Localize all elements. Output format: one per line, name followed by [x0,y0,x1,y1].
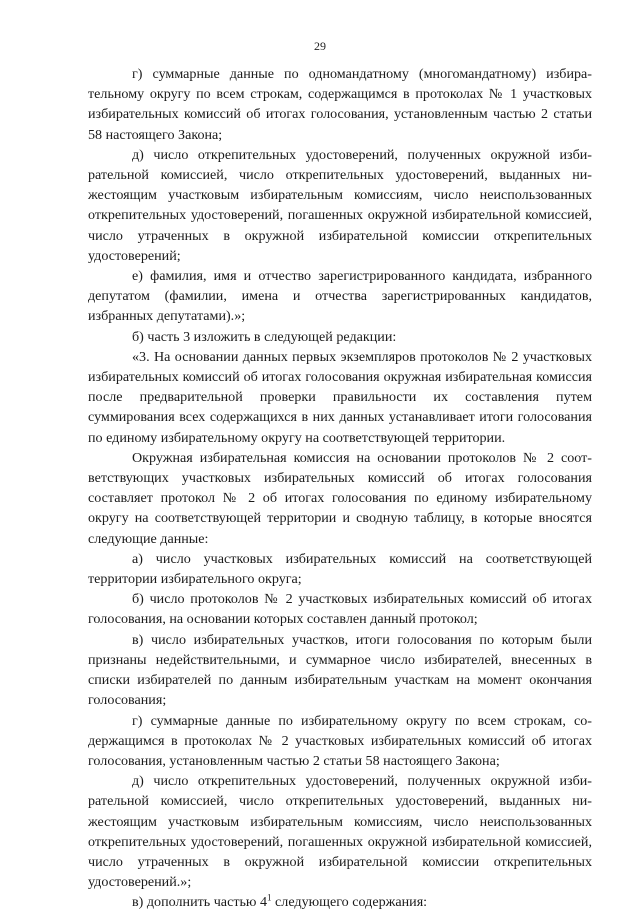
page-number: 29 [314,39,326,53]
paragraph-g: г) суммарные данные по одномандатному (многомандатному) избирательному округу по всем строкам, содержащимся в протоколах № 1 участковых избирательных комиссий об итогах голосования, установленным частью 2 статьи 58 настоящего Закона; [88,66,592,143]
paragraph-b-part3: б) часть 3 изложить в следующей редакции: [132,328,397,345]
paragraph-item-a: а) число участковых избирательных комиссий на соответствующей территории избирательного округа; [88,550,592,588]
document-body [88,64,592,913]
paragraph-district-commission: Окружная избирательная комиссия на основании протоколов № 2 соответствующих участковых избирательных комиссий об итогах голосования составляет протокол № 2 об итогах голосования по единому избирательному округу на соответствующей территории и сводную таблицу, в которые вносятся следующие данные: [88,449,592,547]
part4-superscript: 1 [267,892,272,903]
paragraph-item-g: г) суммарные данные по избирательному округу по всем строкам, содержащимся в протоколах № 2 участковых избирательных комиссий об итогах голосования, установленным частью 2 статьи 58 настоящего Закона; [88,712,592,769]
paragraph-item-d: д) число открепительных удостоверений, полученных окружной избирательной комиссией, число открепительных удостоверений, выданных нижестоящим участковым избирательным комиссиям, число неиспользованных открепительных удостоверений, погашенных окружной избирательной комиссией, число утраченных в окружной избирательной комиссии открепительных удостоверений.»; [88,773,592,891]
paragraph-d: д) число открепительных удостоверений, полученных окружной избирательной комиссией, число открепительных удостоверений, выданных нижестоящим участковым избирательным комиссиям, число неиспользованных открепительных удостоверений, погашенных окружной избирательной комиссией, число утраченных в окружной избирательной комиссии открепительных удостоверений; [88,146,592,264]
paragraph-item-b: б) число протоколов № 2 участковых избирательных комиссий об итогах голосования, на основании которых составлен данный протокол; [88,591,592,628]
part4-text-before: в) дополнить частью 4 [132,894,268,911]
paragraph-item-v: в) число избирательных участков, итоги голосования по которым были признаны недействительными, и суммарное число избирателей, внесенных в списки избирателей по данным избирательным участкам на момент окончания голосования; [88,631,592,709]
paragraph-part3-text: «3. На основании данных первых экземпляров протоколов № 2 участковых избирательных комиссий об итогах голосования окружная избирательная комиссия после предварительной проверки правильности их составления путем суммирования всех содержащихся в них данных устанавливает итоги голосования по единому избирательному округу на соответствующей территории. [88,348,592,446]
paragraph-e: е) фамилия, имя и отчество зарегистрированного кандидата, избранного депутатом (фамилии, имена и отчества зарегистрированных кандидатов, избранных депутатами).»; [88,268,592,325]
paragraph-v-part4 [88,892,592,912]
part4-text-after: следующего содержания: [271,894,428,911]
